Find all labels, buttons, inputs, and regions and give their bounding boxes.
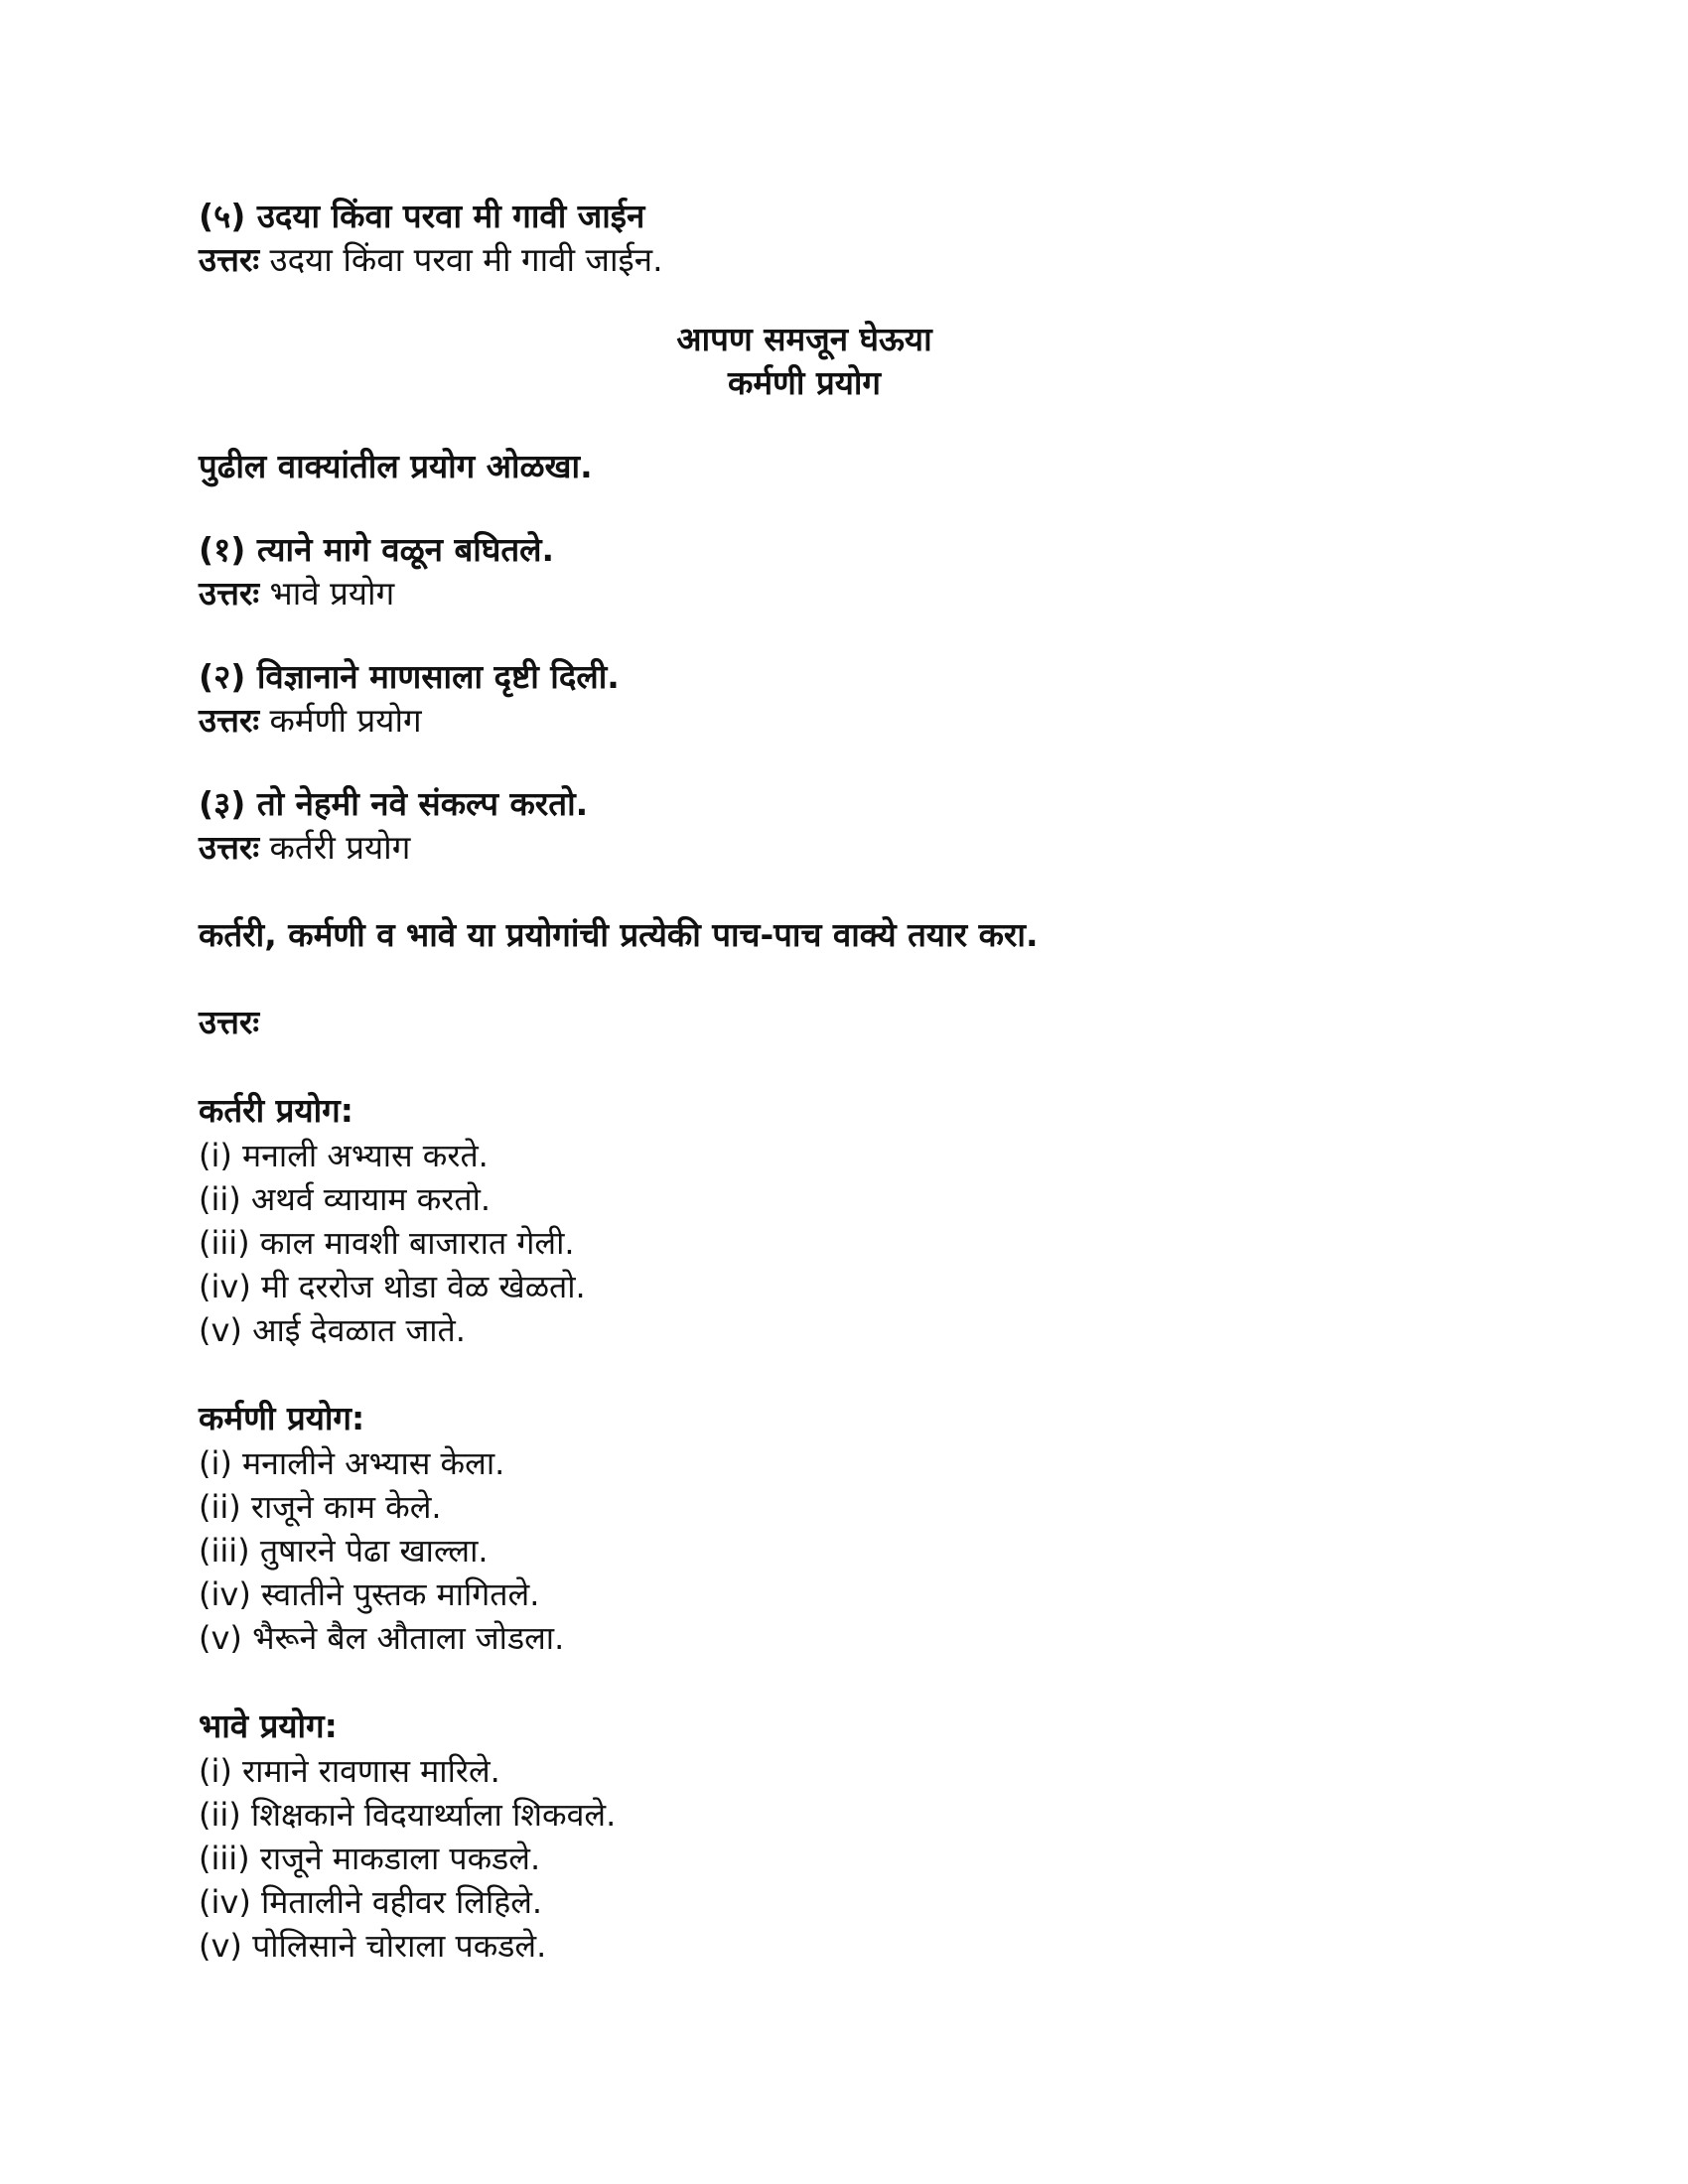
question-text: (२) विज्ञानाने माणसाला दृष्टी दिली. — [199, 657, 620, 696]
list-item: (i) रामाने रावणास मारिले. — [199, 1752, 500, 1790]
list-item: (iii) काल मावशी बाजारात गेली. — [199, 1224, 575, 1262]
answer — [199, 572, 1489, 615]
list-item: (i) मनाली अभ्यास करते. — [199, 1137, 489, 1174]
question-5: (५) उदया किंवा परवा मी गावी जाईन — [199, 197, 645, 235]
answer-text: कर्तरी प्रयोग — [259, 828, 411, 867]
list-item: (v) पोलिसाने चोराला पकडले. — [199, 1927, 547, 1965]
answer — [199, 826, 1489, 870]
section-title: कर्मणी प्रयोग: — [199, 1399, 365, 1437]
answer-text: भावे प्रयोग — [259, 574, 395, 613]
question-text: (१) त्याने मागे वळून बघितले. — [199, 530, 555, 569]
section-title: भावे प्रयोग: — [199, 1706, 338, 1745]
make-answer-label: उत्तरः — [199, 1003, 260, 1041]
list-item: (ii) राजूने काम केले. — [199, 1488, 442, 1526]
identify-question-2 — [199, 655, 1489, 743]
answer-text: उदया किंवा परवा मी गावी जाईन. — [259, 240, 663, 279]
list-item: (v) भैरूने बैल औताला जोडला. — [199, 1619, 565, 1657]
heading-line-1: आपण समजून घेऊया — [676, 320, 932, 358]
list-item: (iii) तुषारने पेढा खाल्ला. — [199, 1532, 489, 1570]
answer-text: कर्मणी प्रयोग — [259, 701, 422, 740]
answer-label: उत्तरः — [199, 701, 260, 740]
list-item: (ii) अथर्व व्यायाम करतो. — [199, 1180, 492, 1218]
make-instruction: कर्तरी, कर्मणी व भावे या प्रयोगांची प्रत्येकी पाच-पाच वाक्ये तयार करा. — [199, 915, 1039, 954]
answer-5 — [199, 238, 1489, 282]
question-text: (३) तो नेहमी नवे संकल्प करतो. — [199, 784, 589, 823]
answer-label: उत्तरः — [199, 574, 260, 613]
list-item: (ii) शिक्षकाने विदयार्थ्याला शिकवले. — [199, 1796, 617, 1834]
list-item: (i) मनालीने अभ्यास केला. — [199, 1444, 505, 1482]
answer-label: उत्तरः — [199, 240, 260, 279]
section-bhave — [199, 1704, 1489, 1968]
list-item: (v) आई देवळात जाते. — [199, 1311, 466, 1349]
document-page — [199, 195, 1489, 1968]
heading-line-2: कर्मणी प्रयोग — [727, 363, 882, 402]
answer-label: उत्तरः — [199, 828, 260, 867]
list-item: (iv) मितालीने वहीवर लिहिले. — [199, 1883, 543, 1921]
identify-question-3 — [199, 782, 1489, 870]
identify-question-1 — [199, 528, 1489, 615]
identify-instruction: पुढील वाक्यांतील प्रयोग ओळखा. — [199, 447, 593, 485]
section-karmani — [199, 1396, 1489, 1660]
section-heading — [199, 318, 1489, 405]
list-item: (iv) मी दररोज थोडा वेळ खेळतो. — [199, 1268, 586, 1305]
answer — [199, 699, 1489, 743]
section-kartari — [199, 1088, 1489, 1352]
list-item: (iv) स्वातीने पुस्तक मागितले. — [199, 1575, 540, 1613]
list-item: (iii) राजूने माकडाला पकडले. — [199, 1840, 541, 1877]
section-title: कर्तरी प्रयोग: — [199, 1091, 353, 1130]
